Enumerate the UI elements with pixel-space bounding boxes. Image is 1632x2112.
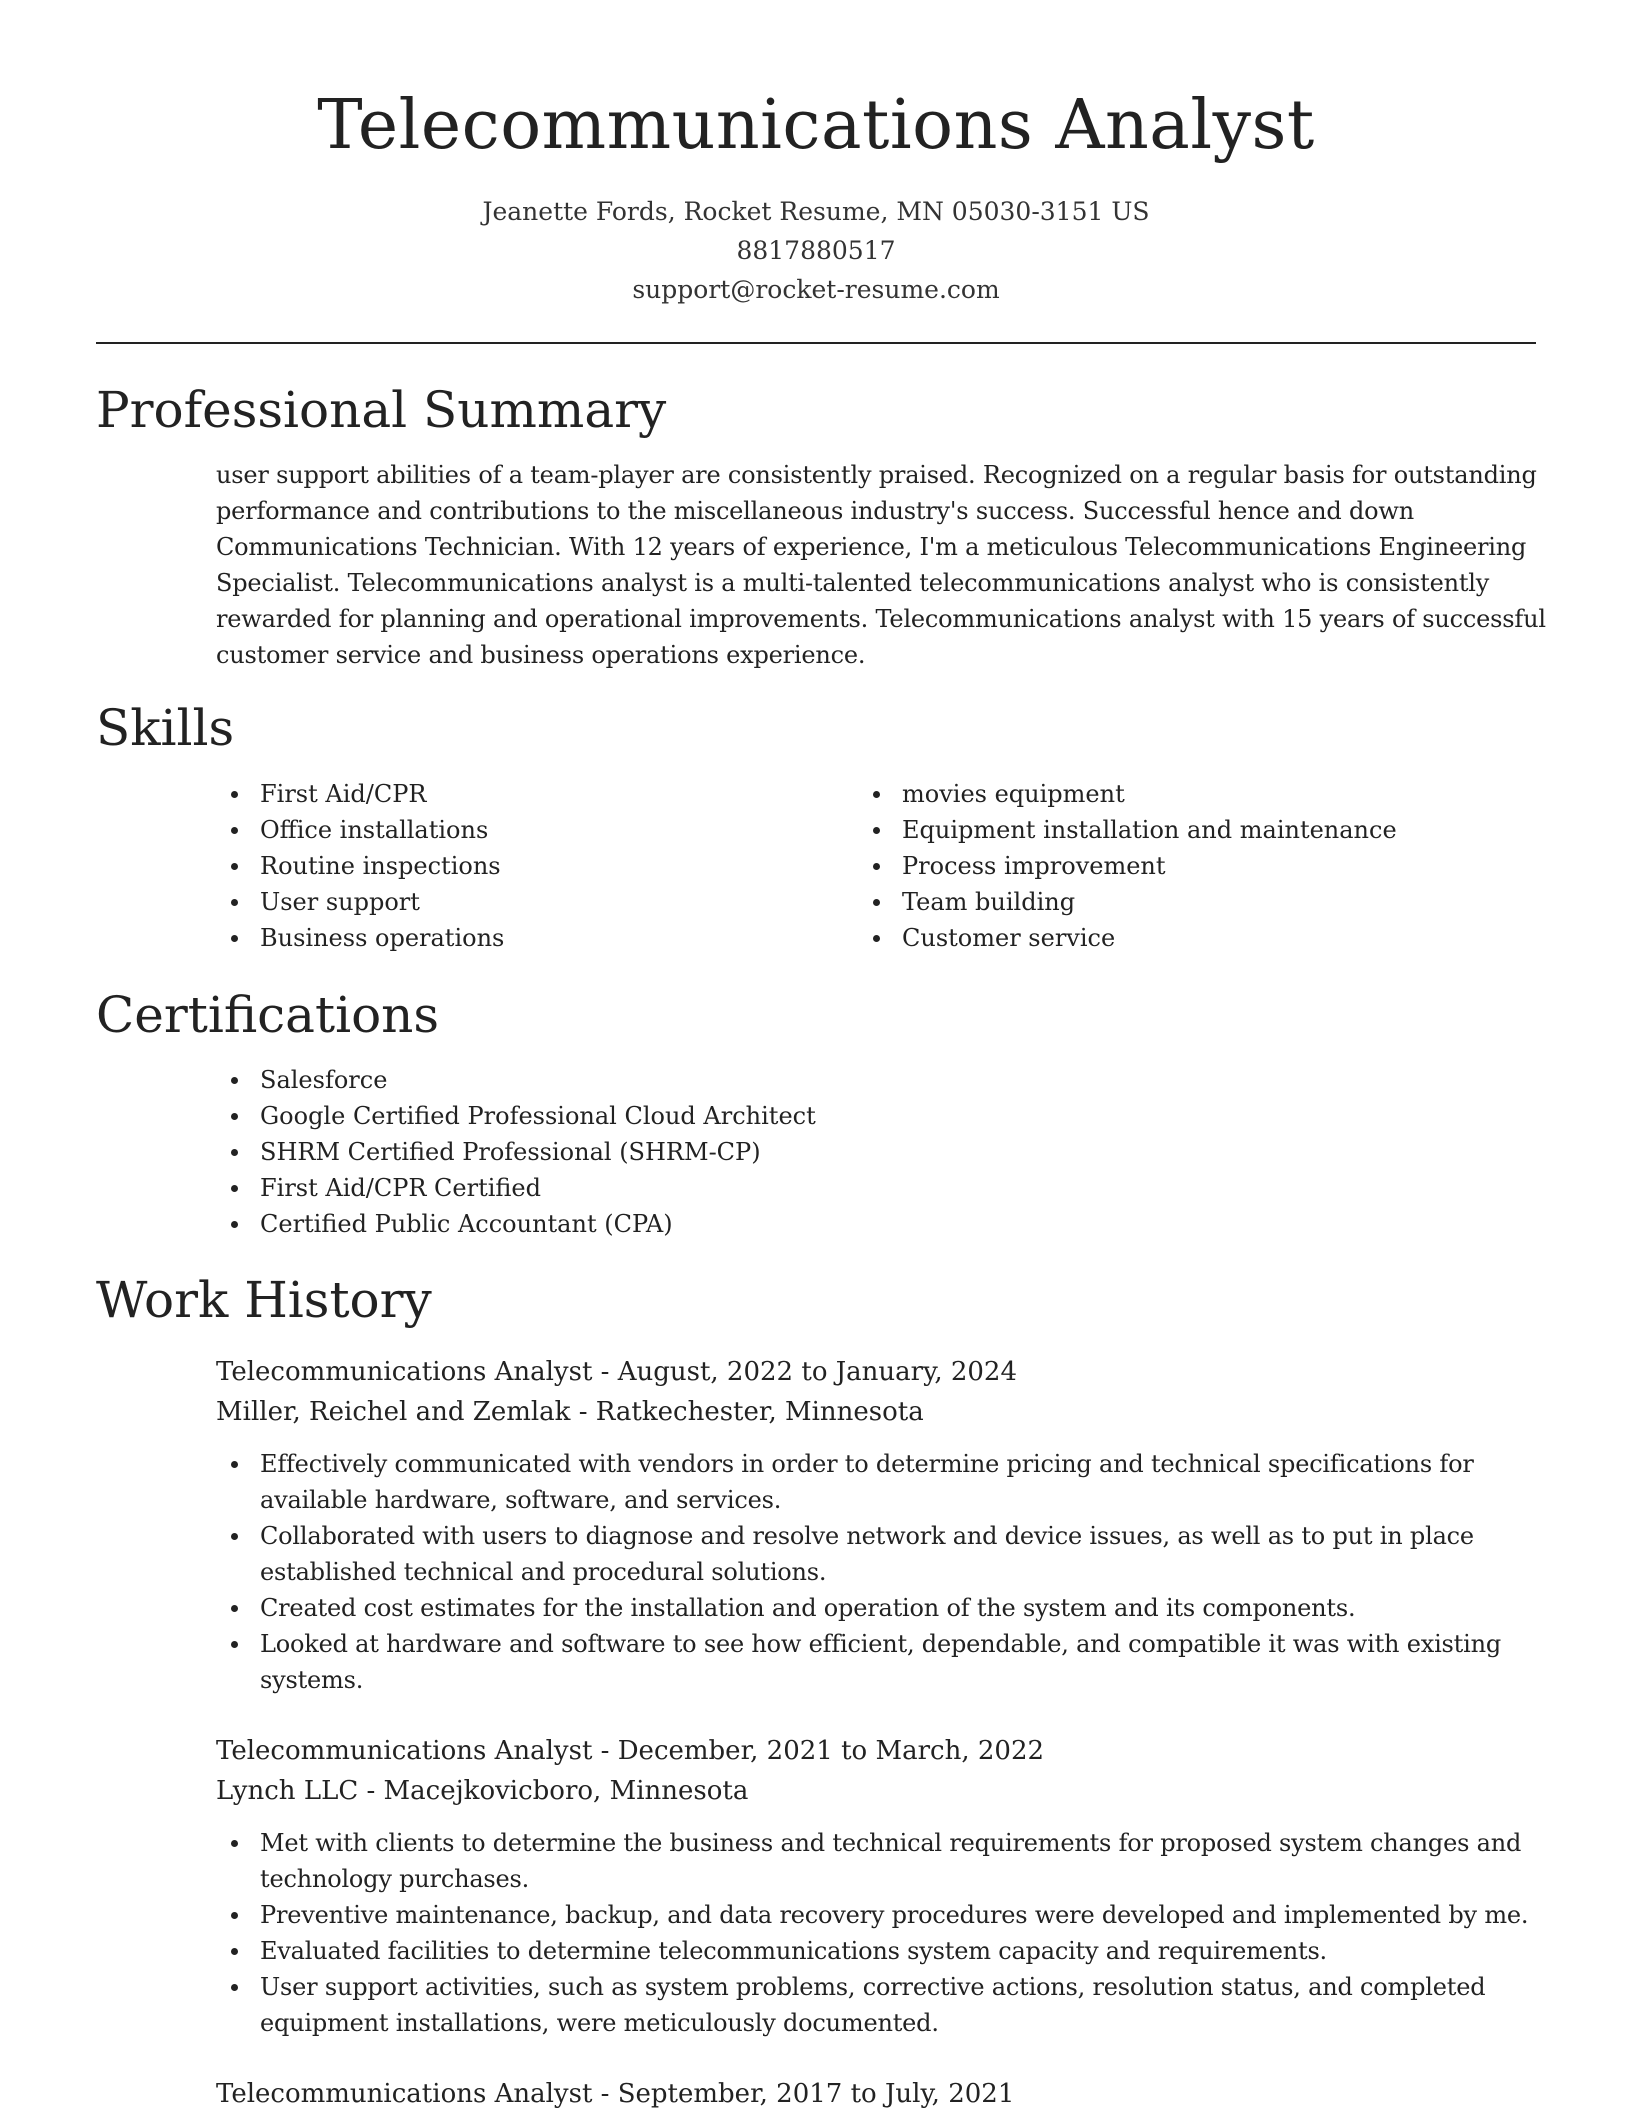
- job-bullet: Preventive maintenance, backup, and data recovery procedures were developed and implemented by me.: [216, 1897, 1536, 1933]
- resume-header: [0, 0, 1632, 309]
- certification-item: Certified Public Accountant (CPA): [216, 1206, 1516, 1242]
- skills-list-left: [216, 776, 856, 956]
- job-role-line: Telecommunications Analyst - August, 2022 to January, 2024: [216, 1357, 1018, 1387]
- contact-address: Jeanette Fords, Rocket Resume, MN 05030-3151 US: [482, 197, 1150, 226]
- certification-item: Salesforce: [216, 1062, 1516, 1098]
- skill-item: movies equipment: [858, 776, 1498, 812]
- section-title-certifications: Certifications: [96, 986, 440, 1044]
- job-bullet: User support activities, such as system problems, corrective actions, resolution status, and completed equipment installations, were meticulously documented.: [216, 1969, 1536, 2041]
- certifications-list: [216, 1062, 1516, 1242]
- skill-item: Customer service: [858, 920, 1498, 956]
- job-bullets: [216, 1825, 1536, 2041]
- job-bullet: Evaluated facilities to determine telecommunications system capacity and requirements.: [216, 1933, 1536, 1969]
- skill-item: User support: [216, 884, 856, 920]
- job-bullet: Created cost estimates for the installation and operation of the system and its components.: [216, 1590, 1536, 1626]
- certification-item: Google Certified Professional Cloud Architect: [216, 1098, 1516, 1134]
- certification-item: First Aid/CPR Certified: [216, 1170, 1516, 1206]
- skill-item: Equipment installation and maintenance: [858, 812, 1498, 848]
- skill-item: Business operations: [216, 920, 856, 956]
- job-bullet: Looked at hardware and software to see how efficient, dependable, and compatible it was with existing systems.: [216, 1626, 1536, 1698]
- job-bullets: [216, 1446, 1536, 1698]
- job-bullet: Collaborated with users to diagnose and resolve network and device issues, as well as to put in place established technical and procedural solutions.: [216, 1518, 1536, 1590]
- section-title-work-history: Work History: [96, 1271, 432, 1329]
- resume-title: Telecommunications Analyst: [317, 86, 1315, 165]
- contact-email: support@rocket-resume.com: [632, 275, 1000, 304]
- skills-list-right: [858, 776, 1498, 956]
- skill-item: Routine inspections: [216, 848, 856, 884]
- job-role-line: Telecommunications Analyst - September, 2017 to July, 2021: [216, 2079, 1015, 2109]
- section-title-skills: Skills: [96, 699, 235, 757]
- contact-block: [0, 192, 1632, 309]
- skill-item: Team building: [858, 884, 1498, 920]
- header-divider: [96, 342, 1536, 344]
- job-bullet: Met with clients to determine the business and technical requirements for proposed system changes and technology purchases.: [216, 1825, 1536, 1897]
- job-role-line: Telecommunications Analyst - December, 2021 to March, 2022: [216, 1736, 1045, 1766]
- section-title-summary: Professional Summary: [96, 381, 667, 439]
- skill-item: Process improvement: [858, 848, 1498, 884]
- certification-item: SHRM Certified Professional (SHRM-CP): [216, 1134, 1516, 1170]
- job-bullet: Effectively communicated with vendors in order to determine pricing and technical specifications for available hardware, software, and services.: [216, 1446, 1536, 1518]
- job-company-line: Miller, Reichel and Zemlak - Ratkechester, Minnesota: [216, 1397, 924, 1427]
- summary-text: user support abilities of a team-player are consistently praised. Recognized on a regular basis for outstanding performance and contributions to the miscellaneous industry's success. Successful hence and down Communications Technician. With 12 years of experience, I'm a meticulous Telecommunications Engineering Specialist. Telecommunications analyst is a multi-talented telecommunications analyst who is consistently rewarded for planning and operational improvements. Telecommunications analyst with 15 years of successful customer service and business operations experience.: [216, 461, 1546, 669]
- contact-phone: 8817880517: [736, 236, 896, 265]
- job-company-line: Lynch LLC - Macejkovicboro, Minnesota: [216, 1776, 749, 1806]
- skill-item: Office installations: [216, 812, 856, 848]
- skill-item: First Aid/CPR: [216, 776, 856, 812]
